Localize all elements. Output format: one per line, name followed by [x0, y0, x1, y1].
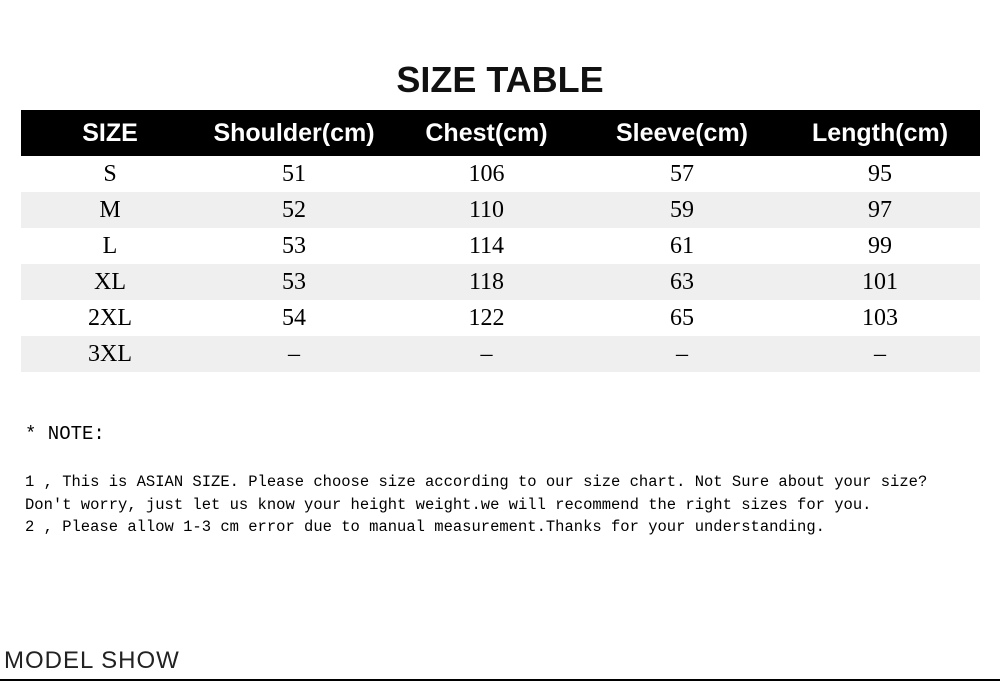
shoulder-cell: 54 — [282, 304, 306, 331]
length-cell: 99 — [868, 232, 892, 259]
size-cell: 2XL — [88, 304, 132, 331]
sleeve-cell: 59 — [584, 192, 780, 228]
chest-cell: 114 — [468, 232, 505, 259]
shoulder-cell: – — [199, 336, 389, 372]
chest-cell: 110 — [389, 192, 584, 228]
sleeve-cell: 63 — [584, 264, 780, 300]
size-cell: M — [21, 192, 199, 228]
table-header-row — [21, 110, 980, 156]
chest-cell: 106 — [468, 160, 505, 187]
length-cell: 103 — [862, 304, 898, 331]
size-cell: 3XL — [21, 336, 199, 372]
size-table — [21, 110, 980, 372]
table-row — [21, 192, 980, 228]
length-cell: – — [780, 336, 980, 372]
note-item: 1 , This is ASIAN SIZE. Please choose size according to our size chart. Not Sure about your size? Don't worry, just let us know your height weight.we will recommend the right sizes for you. — [25, 473, 928, 514]
sleeve-cell: – — [584, 336, 780, 372]
shoulder-cell: 53 — [282, 232, 306, 259]
column-header-chest: Chest(cm) — [389, 110, 584, 156]
shoulder-cell: 51 — [282, 160, 306, 187]
length-cell: 95 — [868, 160, 892, 187]
table-row — [21, 228, 980, 264]
chest-cell: 122 — [468, 304, 505, 331]
table-row — [21, 300, 980, 336]
column-header-length: Length(cm) — [780, 110, 980, 156]
length-cell: 101 — [780, 264, 980, 300]
size-cell: XL — [21, 264, 199, 300]
shoulder-cell: 52 — [199, 192, 389, 228]
size-cell: S — [103, 160, 117, 187]
section-divider — [0, 679, 1000, 681]
note-item: 2 , Please allow 1-3 cm error due to manual measurement.Thanks for your understanding. — [25, 518, 825, 536]
size-cell: L — [102, 232, 118, 259]
chest-cell: – — [389, 336, 584, 372]
shoulder-cell: 53 — [199, 264, 389, 300]
table-row — [21, 336, 980, 372]
column-header-size: SIZE — [21, 110, 199, 156]
note-body — [25, 471, 955, 539]
page-title: SIZE TABLE — [396, 59, 604, 100]
sleeve-cell: 65 — [670, 304, 694, 331]
sleeve-cell: 61 — [670, 232, 694, 259]
sleeve-cell: 57 — [670, 160, 694, 187]
note-heading: * NOTE: — [25, 423, 105, 445]
table-row — [21, 264, 980, 300]
table-row — [21, 156, 980, 192]
model-show-heading: MODEL SHOW — [4, 647, 180, 674]
column-header-shoulder: Shoulder(cm) — [199, 110, 389, 156]
length-cell: 97 — [780, 192, 980, 228]
column-header-sleeve: Sleeve(cm) — [584, 110, 780, 156]
chest-cell: 118 — [389, 264, 584, 300]
